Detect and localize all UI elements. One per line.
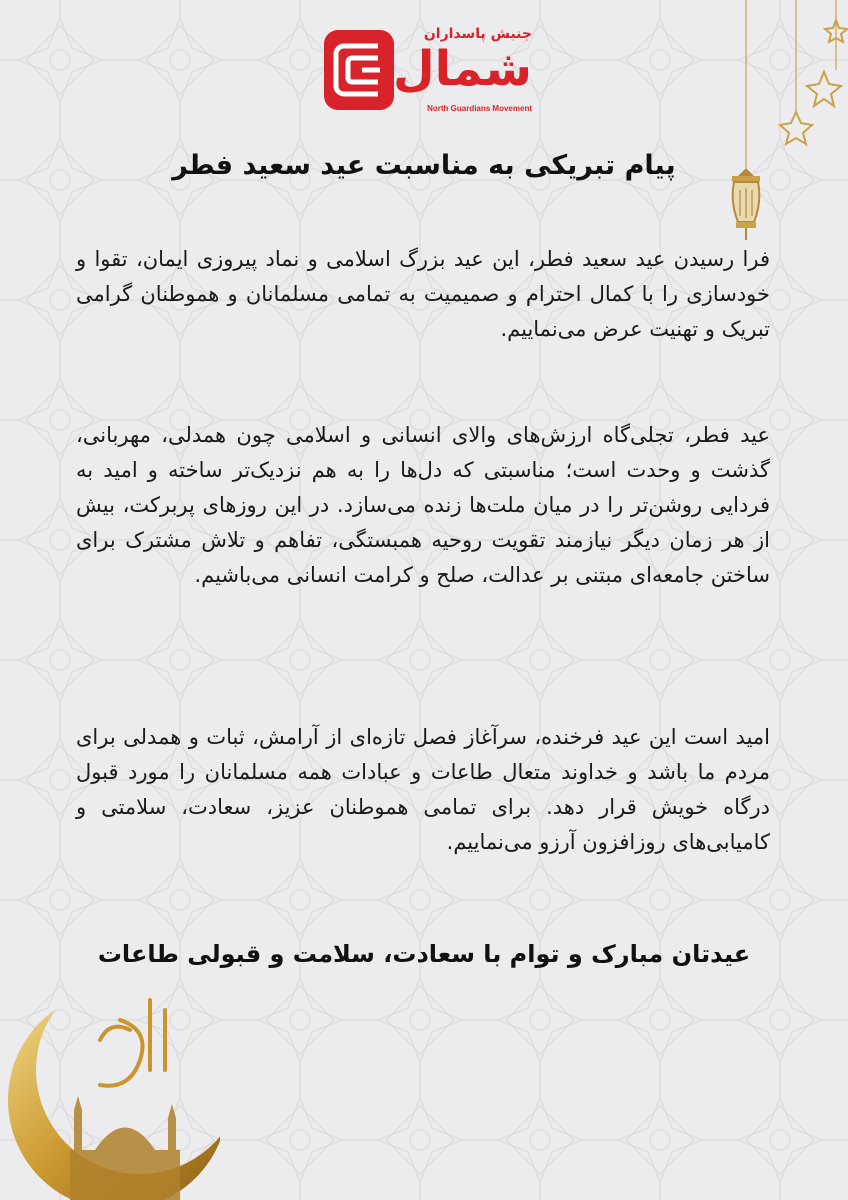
logo-main-text: شمال [392, 41, 532, 97]
logo-mark-icon [322, 26, 396, 114]
page-title: پیام تبریکی به مناسبت عید سعید فطر [172, 150, 676, 181]
crescent-moon-decoration [0, 960, 220, 1200]
star-icon [807, 72, 841, 106]
paragraph-3: امید است این عید فرخنده، سرآغاز فصل تازه‌ای از آرامش، ثبات و همدلی برای مردم ما باشد و خداوند متعال طاعات و عبادات همه مسلمانان را مورد قبول درگاه خویش قرار دهد. برای تمامی هموطنان عزیز، سعادت، سلامتی و کامیابی‌های روزافزون آرزو می‌نماییم. [76, 725, 770, 854]
hanging-lanterns-decoration [718, 0, 848, 260]
closing-line: عیدتان مبارک و توام با سعادت، سلامت و قبولی طاعات [97, 940, 751, 968]
paragraph-2: عید فطر، تجلی‌گاه ارزش‌های والای انسانی و اسلامی چون همدلی، مهربانی، گذشت و وحدت است؛ مناسبتی که دل‌ها را به هم نزدیک‌تر ساخته و امید به فردایی روشن‌تر را در میان ملت‌ها زنده می‌سازد. در این روزهای پربرکت، بیش از هر زمان دیگر نیازمند تقویت روحیه همبستگی، تفاهم و تلاش مشترک برای ساختن جامعه‌ای مبتنی بر عدالت، صلح و کرامت انسانی می‌باشیم. [76, 423, 770, 587]
brand-logo [322, 26, 532, 122]
paragraph-1: فرا رسیدن عید سعید فطر، این عید بزرگ اسلامی و نماد پیروزی ایمان، تقوا و خودسازی را با کمال احترام و صمیمیت به تمامی مسلمانان و هموطنان گرامی تبریک و تهنیت عرض می‌نماییم. [76, 247, 770, 341]
star-icon [780, 112, 812, 144]
logo-english-text: North Guardians Movement [427, 104, 532, 113]
logo-top-text: جنبش پاسداران [423, 26, 532, 42]
